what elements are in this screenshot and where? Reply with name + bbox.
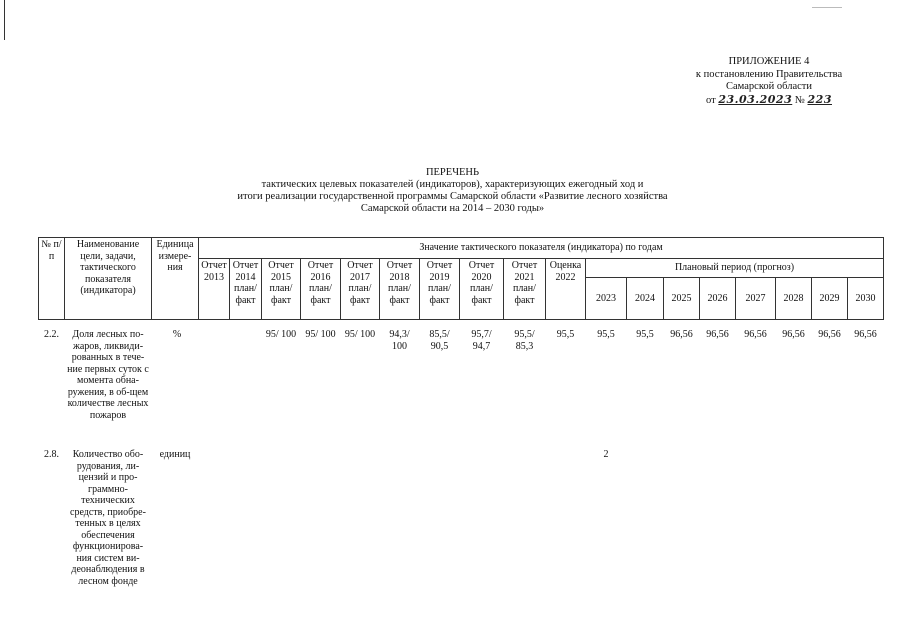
heading-line-2: итоги реализации государственной программы Самарской области «Развитие лесного хозяйства [237,191,668,202]
row-num: 2.2. [44,329,59,340]
cell-2013 [199,448,230,588]
cell-2017: 95/ 100 [344,329,376,340]
header-values: Значение тактического показателя (индикатора) по годам [199,238,884,259]
header-plan-2023: 2023 [586,278,627,320]
cell-2029: 96,56 [818,329,841,340]
header-name: Наименование цели, задачи, тактического показателя (индикатора) [65,238,152,320]
cell-2030: 96,56 [854,329,877,340]
appendix-block [669,56,869,107]
cell-2013 [199,328,230,422]
header-report-2017: Отчет 2017 план/ факт [341,259,380,320]
decree-date: 23.03.2023 [718,92,793,106]
from-label: от [706,94,716,106]
header-report-2020: Отчет 2020 план/ факт [460,259,504,320]
cell-2023: 2 [603,449,609,460]
cell-2026: 96,56 [706,329,729,340]
header-report-2021: Отчет 2021 план/ факт [504,259,546,320]
header-plan-2028: 2028 [776,278,812,320]
cell-2029 [812,448,848,588]
cell-2018: 94,3/ 100 [389,329,410,352]
table-row [39,448,884,588]
cell-2016: 95/ 100 [305,329,336,340]
cell-2020: 95,7/ 94,7 [471,329,492,352]
scan-mark [812,7,842,8]
cell-2017 [341,448,380,588]
header-report-2018: Отчет 2018 план/ факт [380,259,420,320]
appendix-line-2: Самарской области [726,81,812,92]
cell-2022 [546,448,586,588]
header-report-2016: Отчет 2016 план/ факт [301,259,341,320]
row-name: Количество обо-рудования, ли-цензий и про-граммно-технических средств, приобре-тенных в целях обеспечения функционирова-ния систем ви-деонаблюдения в лесном фонде [70,449,146,587]
header-report-2013: Отчет 2013 [199,259,230,320]
appendix-title: ПРИЛОЖЕНИЕ 4 [728,56,810,67]
cell-2015 [262,448,301,588]
header-unit: Единица измере-ния [152,238,199,320]
cell-2028 [776,448,812,588]
cell-2026 [700,448,736,588]
left-margin-line [4,0,5,40]
cell-2014 [230,328,262,422]
header-plan-2027: 2027 [736,278,776,320]
cell-2018 [380,448,420,588]
header-num: № п/п [39,238,65,320]
row-unit: единиц [159,449,191,460]
heading-line-1: тактических целевых показателей (индикаторов), характеризующих ежегодный ход и [261,179,644,190]
cell-2020 [460,448,504,588]
header-report-2014: Отчет 2014 план/ факт [230,259,262,320]
cell-2024: 95,5 [636,329,654,340]
header-plan-period: Плановый период (прогноз) [586,259,884,278]
header-plan-2026: 2026 [700,278,736,320]
cell-2016 [301,448,341,588]
cell-2021 [504,448,546,588]
row-num: 2.8. [44,449,59,460]
heading-title: ПЕРЕЧЕНЬ [425,167,480,178]
cell-2022: 95,5 [556,329,575,340]
indicators-table [38,237,884,588]
decree-number: 223 [807,92,832,106]
cell-2015: 95/ 100 [265,329,297,340]
cell-2019 [420,448,460,588]
header-estimate-2022: Оценка 2022 [546,259,586,320]
cell-2019: 85,5/ 90,5 [429,329,450,352]
header-report-2019: Отчет 2019 план/ факт [420,259,460,320]
header-plan-2024: 2024 [627,278,664,320]
cell-2023: 95,5 [597,329,615,340]
header-plan-2029: 2029 [812,278,848,320]
document-heading [180,167,725,215]
cell-2025: 96,56 [670,329,693,340]
heading-line-3: Самарской области на 2014 – 2030 годы» [360,203,545,214]
header-report-2015: Отчет 2015 план/ факт [262,259,301,320]
cell-2021: 95,5/ 85,3 [514,329,535,352]
cell-2027: 96,56 [744,329,767,340]
row-name: Доля лесных по-жаров, ликвиди-рованных в тече-ние первых суток с момента обна-ружения, в об-щем количестве лесных пожаров [67,329,149,421]
cell-2024 [627,448,664,588]
table-row [39,328,884,422]
cell-2027 [736,448,776,588]
row-unit: % [172,329,182,340]
header-plan-2025: 2025 [664,278,700,320]
cell-2030 [848,448,884,588]
appendix-line-1: к постановлению Правительства [695,68,843,80]
number-label: № [794,94,805,106]
cell-2025 [664,448,700,588]
appendix-date-line [669,94,869,108]
header-plan-2030: 2030 [848,278,884,320]
cell-2028: 96,56 [782,329,805,340]
cell-2014 [230,448,262,588]
